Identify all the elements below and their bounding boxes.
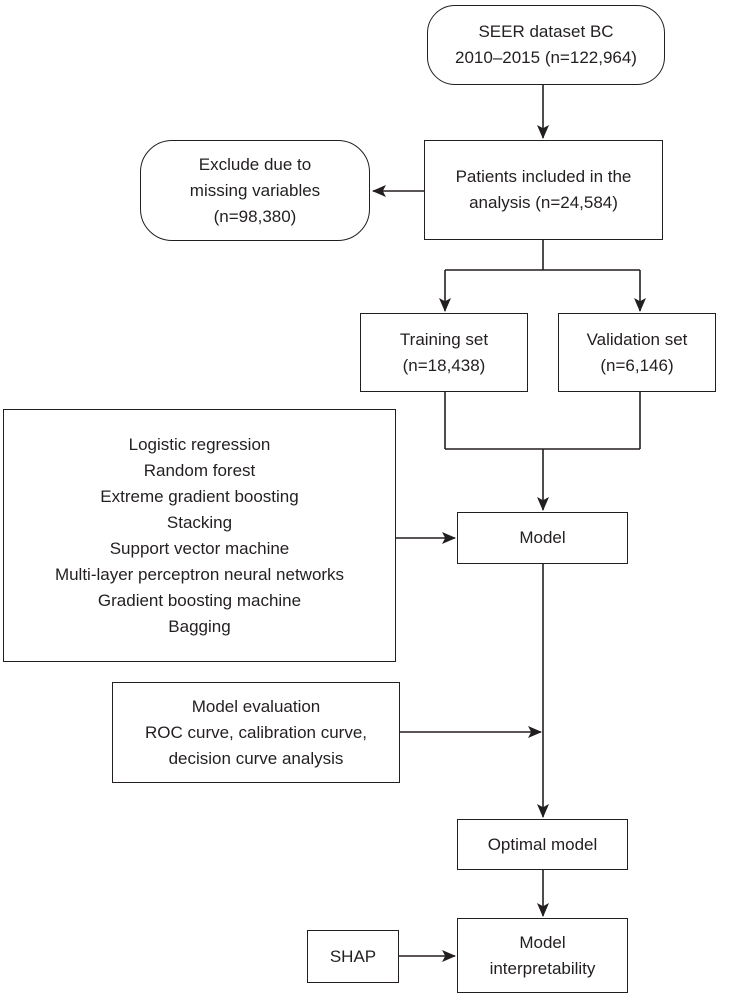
algorithm-mlp-neural-networks: Multi-layer perceptron neural networks <box>54 564 345 584</box>
model-node <box>457 512 628 564</box>
model-evaluation-line-1: Model evaluation <box>191 696 321 716</box>
model-label: Model <box>519 528 566 547</box>
exclude-node <box>140 140 370 241</box>
validation-set-node <box>558 313 716 392</box>
algorithm-random-forest: Random forest <box>143 460 256 480</box>
patients-included-line-1: Patients included in the <box>455 167 632 186</box>
training-set-node <box>360 313 528 392</box>
algorithm-support-vector-machine: Support vector machine <box>109 538 290 558</box>
model-interpretability-line-2: interpretability <box>489 958 596 978</box>
optimal-model-node <box>457 819 628 870</box>
training-set-line-1: Training set <box>399 329 489 349</box>
validation-set-line-1: Validation set <box>586 329 688 349</box>
algorithm-stacking: Stacking <box>166 512 233 532</box>
exclude-line-2: missing variables <box>189 180 321 200</box>
algorithm-bagging: Bagging <box>168 616 231 636</box>
model-evaluation-line-3: decision curve analysis <box>168 748 344 768</box>
model-interpretability-line-1: Model <box>519 932 566 952</box>
shap-label: SHAP <box>329 946 377 966</box>
algorithms-node <box>3 409 396 662</box>
validation-set-line-2: (n=6,146) <box>600 355 674 375</box>
training-set-line-2: (n=18,438) <box>402 355 486 375</box>
exclude-line-1: Exclude due to <box>198 154 312 174</box>
shap-node <box>307 930 399 983</box>
patients-included-node <box>424 140 663 240</box>
exclude-line-3: (n=98,380) <box>213 206 297 226</box>
model-evaluation-line-2: ROC curve, calibration curve, <box>144 722 368 742</box>
algorithm-gradient-boosting-machine: Gradient boosting machine <box>97 590 302 610</box>
model-interpretability-node <box>457 918 628 993</box>
model-evaluation-node <box>112 682 400 783</box>
algorithm-extreme-gradient-boosting: Extreme gradient boosting <box>100 486 299 506</box>
seer-dataset-node <box>427 5 665 85</box>
patients-included-line-2: analysis (n=24,584) <box>469 193 618 212</box>
seer-dataset-line-2: 2010–2015 (n=122,964) <box>455 48 637 67</box>
seer-dataset-line-1: SEER dataset BC <box>478 22 614 41</box>
optimal-model-label: Optimal model <box>487 834 598 854</box>
algorithm-logistic-regression: Logistic regression <box>128 434 271 454</box>
